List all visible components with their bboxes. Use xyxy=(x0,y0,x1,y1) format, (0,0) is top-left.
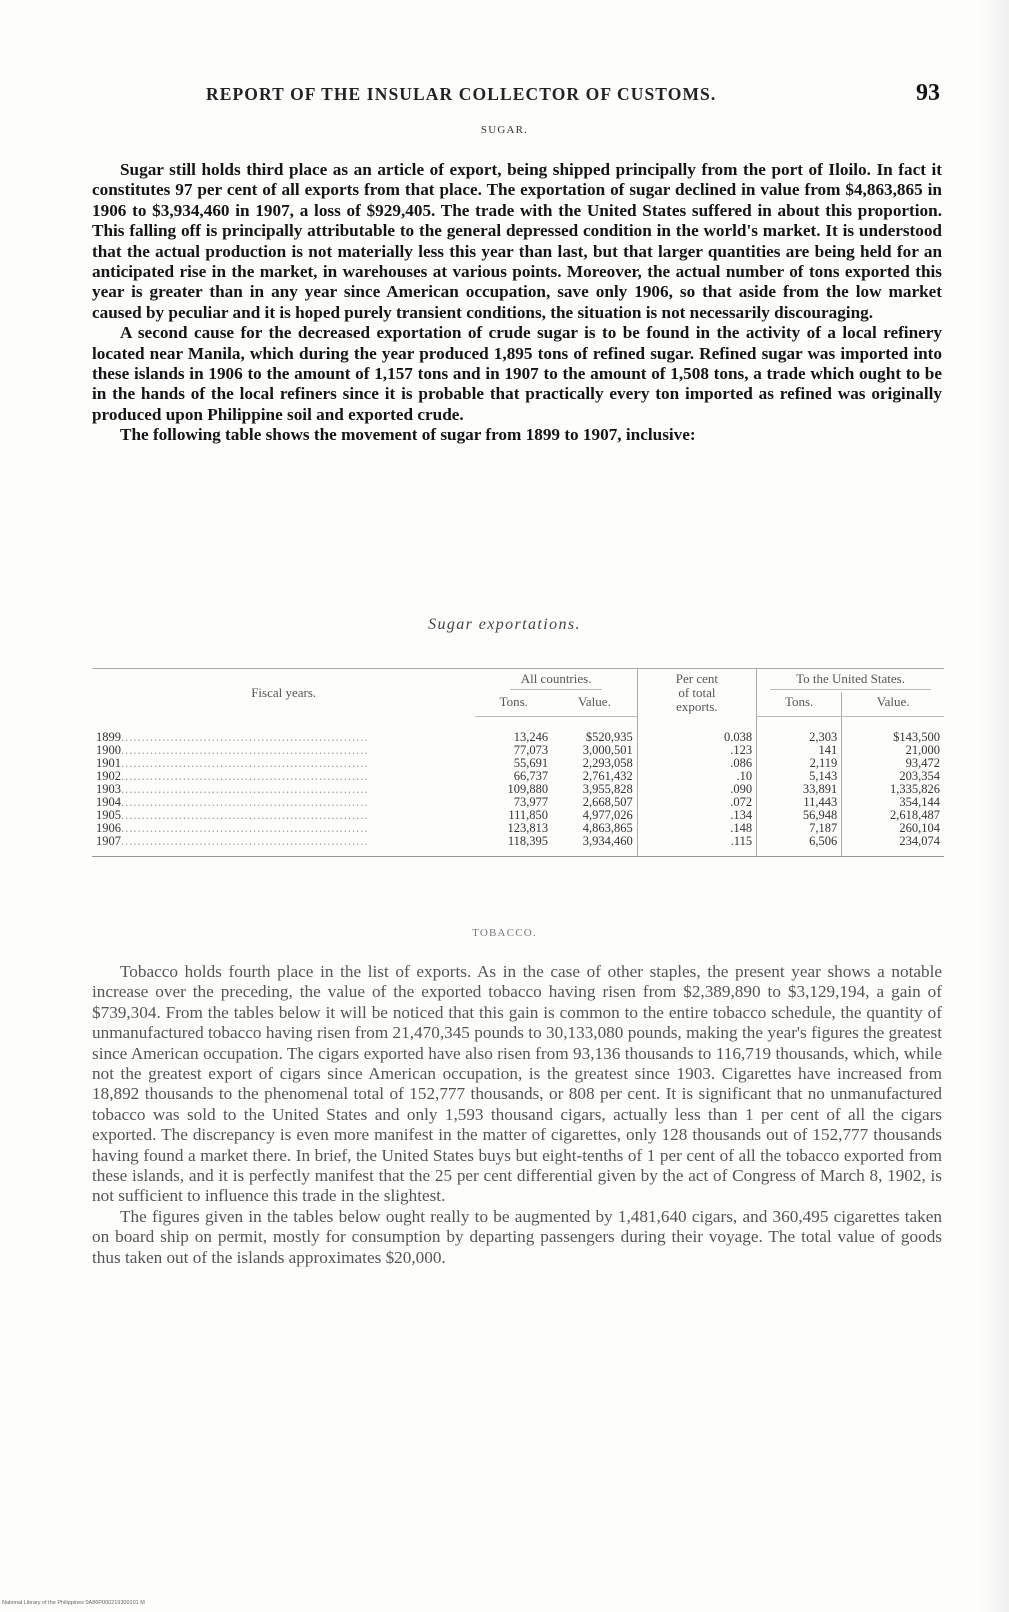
row-year: 1903............................................................ xyxy=(96,783,369,796)
row-tons: 66,737 xyxy=(513,769,549,783)
row-us-tons: 11,443 xyxy=(757,796,842,809)
row-percent: .086 xyxy=(637,757,756,770)
col-to-us xyxy=(757,669,944,693)
row-tons: 55,691 xyxy=(513,756,549,770)
row-percent: .10 xyxy=(637,770,756,783)
col-tons: Tons. xyxy=(475,692,552,717)
row-tons: 13,246 xyxy=(513,730,549,744)
col-percent xyxy=(637,669,756,717)
table-body xyxy=(92,717,944,857)
col-percent-line2: of total xyxy=(678,684,716,700)
row-percent: .090 xyxy=(637,783,756,796)
tobacco-paragraph-2: The figures given in the tables below ought really to be augmented by 1,481,640 cigars, and 360,495 cigarettes taken on board ship on permit, mostly for consumption by departing passengers during their voyage. The total value of goods thus taken out of the islands approximates $20,000. xyxy=(92,1206,942,1267)
table-row xyxy=(92,717,944,745)
row-value: 3,934,460 xyxy=(552,835,637,857)
col-percent-line3: exports. xyxy=(676,698,718,714)
table-row xyxy=(92,835,944,857)
sugar-heading: SUGAR. xyxy=(480,124,529,136)
dot-leader: ............................................................ xyxy=(121,770,369,783)
col-value: Value. xyxy=(552,692,637,717)
row-us-value: 234,074 xyxy=(842,835,944,857)
row-percent: .148 xyxy=(637,822,756,835)
dot-leader: ............................................................ xyxy=(121,796,369,809)
col-all-countries xyxy=(475,669,637,693)
row-value: $520,935 xyxy=(585,730,633,744)
col-us-tons: Tons. xyxy=(757,692,842,717)
dot-leader: ............................................................ xyxy=(121,809,369,822)
row-year: 1901............................................................ xyxy=(96,757,369,770)
row-us-tons: 56,948 xyxy=(757,809,842,822)
tobacco-heading: TOBACCO. xyxy=(472,927,537,939)
row-value: 2,761,432 xyxy=(582,769,633,783)
sugar-paragraph-3: The following table shows the movement of sugar from 1899 to 1907, inclusive: xyxy=(120,425,696,445)
row-tons: 109,880 xyxy=(507,782,549,796)
row-percent: .134 xyxy=(637,809,756,822)
row-tons: 73,977 xyxy=(513,795,549,809)
row-value: 3,955,828 xyxy=(582,782,633,796)
header-rule xyxy=(770,689,931,690)
row-us-tons: 6,506 xyxy=(757,835,842,857)
row-us-tons: 141 xyxy=(757,744,842,757)
row-tons: 123,813 xyxy=(507,821,549,835)
row-value: 4,863,865 xyxy=(582,821,633,835)
row-us-value: $143,500 xyxy=(842,717,944,745)
row-us-tons: 2,119 xyxy=(757,757,842,770)
row-us-value: 2,618,487 xyxy=(842,809,944,822)
row-year: 1902............................................................ xyxy=(96,770,369,783)
row-us-value: 93,472 xyxy=(842,757,944,770)
row-us-value: 260,104 xyxy=(842,822,944,835)
scan-credit: National Library of the Philippines 0A86P000219300101 M xyxy=(2,1600,145,1606)
row-year: 1907............................................................ xyxy=(92,835,475,857)
dot-leader: ............................................................ xyxy=(121,757,369,770)
row-us-tons: 2,303 xyxy=(757,717,842,745)
dot-leader: ............................................................ xyxy=(121,835,369,848)
row-us-value: 203,354 xyxy=(842,770,944,783)
row-value: 4,977,026 xyxy=(582,808,633,822)
scan-shadow xyxy=(979,0,1009,1612)
dot-leader: ............................................................ xyxy=(121,822,369,835)
row-value: 2,293,058 xyxy=(582,756,633,770)
running-head-title: REPORT OF THE INSULAR COLLECTOR OF CUSTOMS. xyxy=(206,84,717,104)
col-percent-line1: Per cent xyxy=(675,670,719,686)
tobacco-paragraph-1: Tobacco holds fourth place in the list of exports. As in the case of other staples, the present year shows a notable increase over the preceding, the value of the exported tobacco having risen from $2,389,890 to $3,129,194, a gain of $739,304. From the tables below it will be noticed that this gain is common to the entire tobacco schedule, the quantity of unmanufactured tobacco having risen from 21,470,345 pounds to 30,133,080 pounds, making the year's figures the greatest since American occupation. The cigars exported have also risen from 93,136 thousands to 116,719 thousands, which, while not the greatest export of cigars since American occupation, is the greatest since 1903. Cigarettes have increased from 18,892 thousands to the phenomenal total of 152,777 thousands, or 808 per cent. It is significant that no unmanufactured tobacco was sold to the United States and only 1,593 thousand cigars, actually less than 1 per cent of all the cigars exported. The discrepancy is even more manifest in the matter of cigarettes, only 128 thousands out of 152,777 thousands having found a market there. In brief, the United States buys but eight-tenths of 1 per cent of all the tobacco exported from these islands, and it is perfectly manifest that the 25 per cent differential given by the act of Congress of March 8, 1902, is not sufficient to influence this trade in the slightest. xyxy=(92,962,942,1206)
row-us-tons: 7,187 xyxy=(757,822,842,835)
row-us-value: 21,000 xyxy=(842,744,944,757)
row-year: 1906............................................................ xyxy=(96,822,369,835)
row-percent: .115 xyxy=(637,835,756,857)
col-us-value: Value. xyxy=(842,692,944,717)
row-percent: 0.038 xyxy=(637,717,756,745)
row-tons: 111,850 xyxy=(508,808,549,822)
row-year: 1899............................................................ xyxy=(96,729,369,744)
row-us-value: 1,335,826 xyxy=(842,783,944,796)
row-year: 1900............................................................ xyxy=(96,744,369,757)
sugar-paragraph-1: Sugar still holds third place as an article of export, being shipped principally from the port of Iloilo. In fact it constitutes 97 per cent of all exports from that place. The exportation of sugar declined in value from $4,863,865 in 1906 to $3,934,460 in 1907, a loss of $929,405. The trade with the United States suffered in about this proportion. This falling off is principally attributable to the general depressed condition in the world's market. It is understood that the actual production is not materially less this year than last, but that larger quantities are being held for an anticipated rise in the market, in warehouses at various points. Moreover, the actual number of tons exported this year is greater than in any year since American occupation, save only 1906, so that aside from the low market caused by peculiar and it is hoped purely transient conditions, the situation is not necessarily discouraging. xyxy=(92,160,942,322)
row-percent: .072 xyxy=(637,796,756,809)
col-fiscal-years: Fiscal years. xyxy=(92,669,475,717)
page-number: 93 xyxy=(916,80,940,106)
row-us-value: 354,144 xyxy=(842,796,944,809)
sugar-section xyxy=(92,160,942,446)
row-us-tons: 33,891 xyxy=(757,783,842,796)
row-year: 1904............................................................ xyxy=(96,796,369,809)
tobacco-section xyxy=(92,962,942,1268)
sugar-paragraph-2: A second cause for the decreased exportation of crude sugar is to be found in the activity of a local refinery located near Manila, which during the year produced 1,895 tons of refined sugar. Refined sugar was imported into these islands in 1906 to the amount of 1,157 tons and in 1907 to the amount of 1,508 tons, a trade which ought to be in the hands of the local refiners since it is probable that practically every ton imported as refined was originally produced upon Philippine soil and exported crude. xyxy=(92,323,942,424)
dot-leader: ............................................................ xyxy=(121,783,369,796)
row-year: 1905............................................................ xyxy=(96,809,369,822)
table-caption: Sugar exportations. xyxy=(428,616,581,633)
row-tons: 118,395 xyxy=(475,835,552,857)
row-tons: 77,073 xyxy=(513,743,549,757)
col-to-us-label: To the United States. xyxy=(796,671,905,686)
running-head xyxy=(200,80,940,107)
dot-leader: ............................................................ xyxy=(121,729,369,744)
sugar-exportations-table xyxy=(92,668,944,857)
row-value: 3,000,501 xyxy=(582,743,633,757)
row-value: 2,668,507 xyxy=(582,795,633,809)
row-percent: .123 xyxy=(637,744,756,757)
header-rule xyxy=(510,689,602,690)
col-all-countries-label: All countries. xyxy=(520,671,592,686)
dot-leader: ............................................................ xyxy=(121,744,369,757)
row-us-tons: 5,143 xyxy=(757,770,842,783)
